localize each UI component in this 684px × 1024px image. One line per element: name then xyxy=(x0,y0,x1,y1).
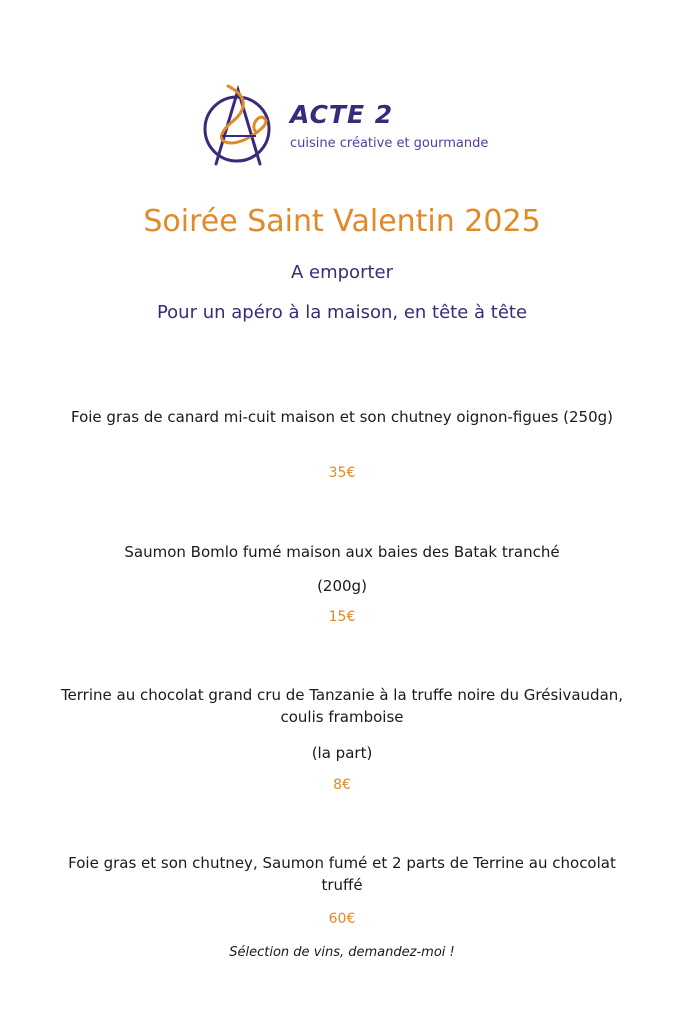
page-title: Soirée Saint Valentin 2025 xyxy=(143,204,541,239)
menu-item-price: 60€ xyxy=(328,911,356,927)
a-monogram-circle-icon xyxy=(200,84,278,170)
menu-item-description: Foie gras et son chutney, Saumon fumé et 2 parts de Terrine au chocolat truffé xyxy=(68,854,616,894)
menu-item-description: Terrine au chocolat grand cru de Tanzanie à la truffe noire du Grésivaudan, coulis framboise xyxy=(60,686,624,726)
brand-tagline: cuisine créative et gourmande xyxy=(290,136,489,151)
menu-item-price: 15€ xyxy=(328,609,356,625)
wine-selection-note: Sélection de vins, demandez-moi ! xyxy=(229,945,455,960)
brand-logo xyxy=(200,84,520,170)
menu-item-quantity: (200g) xyxy=(317,577,367,595)
menu-item-price: 35€ xyxy=(328,465,356,481)
menu-item-quantity: (la part) xyxy=(311,744,373,762)
subtitle-takeaway: A emporter xyxy=(290,262,393,283)
menu-item-description: Foie gras de canard mi-cuit maison et son chutney oignon-figues (250g) xyxy=(70,408,614,426)
menu-item-description: Saumon Bomlo fumé maison aux baies des Batak tranché xyxy=(124,543,560,561)
subtitle-apero: Pour un apéro à la maison, en tête à tête xyxy=(156,302,528,323)
menu-item-price: 8€ xyxy=(333,777,351,793)
brand-name: ACTE 2 xyxy=(290,100,394,129)
